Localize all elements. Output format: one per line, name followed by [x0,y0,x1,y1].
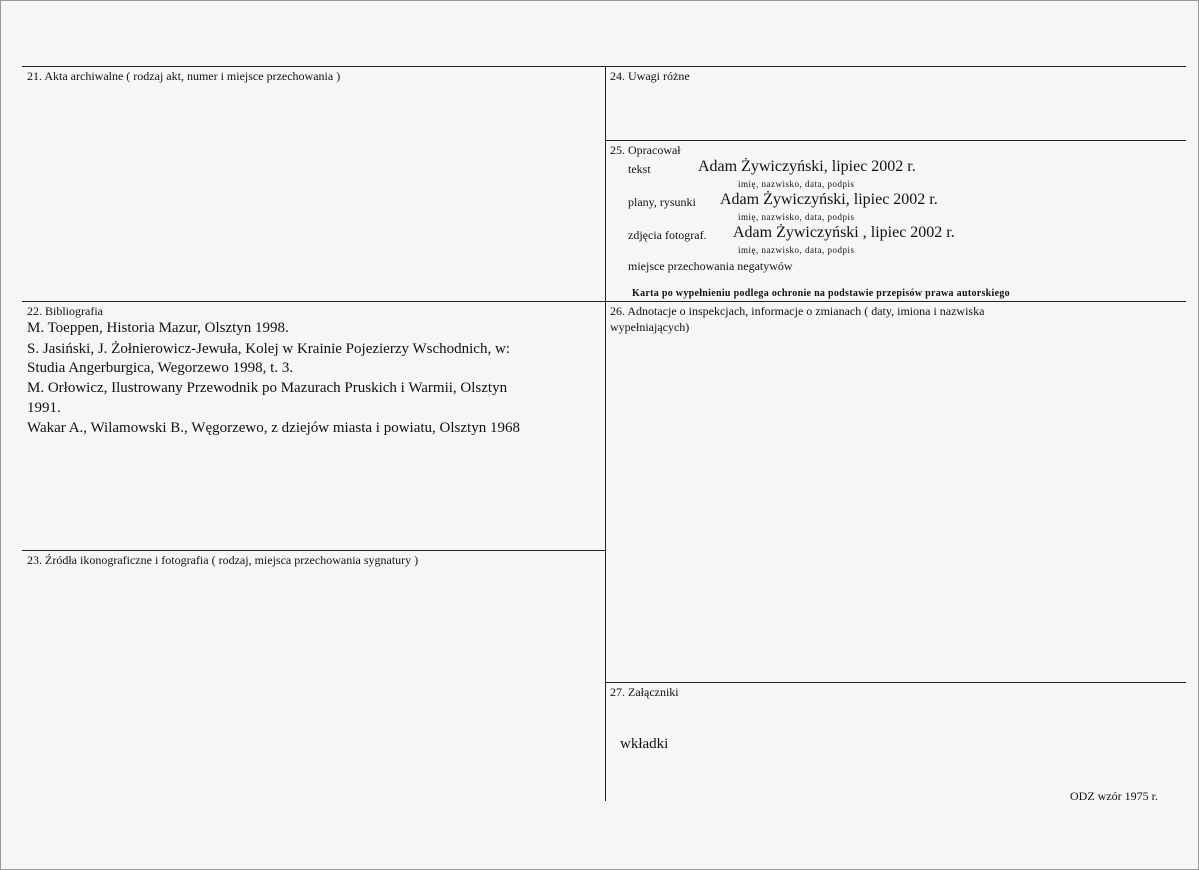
rule-22-23 [22,550,606,551]
section-21-label: 21. Akta archiwalne ( rodzaj akt, numer i miejsce przechowania ) [27,69,341,83]
form-template-id: ODZ wzór 1975 r. [1070,789,1158,803]
tekst-label: tekst [628,162,651,176]
section-26-label-line1: 26. Adnotacje o inspekcjach, informacje o zmianach ( daty, imiona i nazwiska [610,304,985,318]
section-23-label: 23. Źródła ikonograficzne i fotografia ( rodzaj, miejsca przechowania sygnatury ) [27,553,419,567]
negatywy-label: miejsce przechowania negatywów [628,259,793,273]
bibliography-entry: M. Orłowicz, Ilustrowany Przewodnik po Mazurach Pruskich i Warmii, Olsztyn [27,380,508,396]
bibliography-entry: M. Toeppen, Historia Mazur, Olsztyn 1998. [27,320,289,336]
tekst-value: Adam Żywiczyński, lipiec 2002 r. [698,158,916,175]
plany-caption: imię, nazwisko, data, podpis [738,212,855,222]
zdjecia-caption: imię, nazwisko, data, podpis [738,245,855,255]
bibliography-entry: Studia Angerburgica, Wegorzewo 1998, t. 3. [27,360,294,376]
rule-24-25 [606,140,1186,141]
rule-26-27 [606,682,1186,683]
column-divider [605,66,606,801]
bibliography-entry: 1991. [27,400,61,416]
rule-top [22,66,1186,67]
plany-label: plany, rysunki [628,195,696,209]
section-27-label: 27. Załączniki [610,685,679,699]
section-25-label: 25. Opracował [610,143,681,157]
zdjecia-value: Adam Żywiczyński , lipiec 2002 r. [733,224,955,241]
bibliography-entry: S. Jasiński, J. Żołnierowicz-Jewuła, Kolej w Krainie Pojezierzy Wschodnich, w: [27,341,510,357]
copyright-note: Karta po wypełnieniu podlega ochronie na podstawie przepisów prawa autorskiego [632,288,1010,299]
section-24-label: 24. Uwagi różne [610,69,690,83]
tekst-caption: imię, nazwisko, data, podpis [738,179,855,189]
section-22-label: 22. Bibliografia [27,304,103,318]
plany-value: Adam Żywiczyński, lipiec 2002 r. [720,191,938,208]
attachments-value: wkładki [620,736,669,752]
zdjecia-label: zdjęcia fotograf. [628,228,707,242]
rule-mid [22,301,1186,302]
section-26-label-line2: wypełniających) [610,320,690,334]
bibliography-entry: Wakar A., Wilamowski B., Węgorzewo, z dziejów miasta i powiatu, Olsztyn 1968 [27,420,520,436]
